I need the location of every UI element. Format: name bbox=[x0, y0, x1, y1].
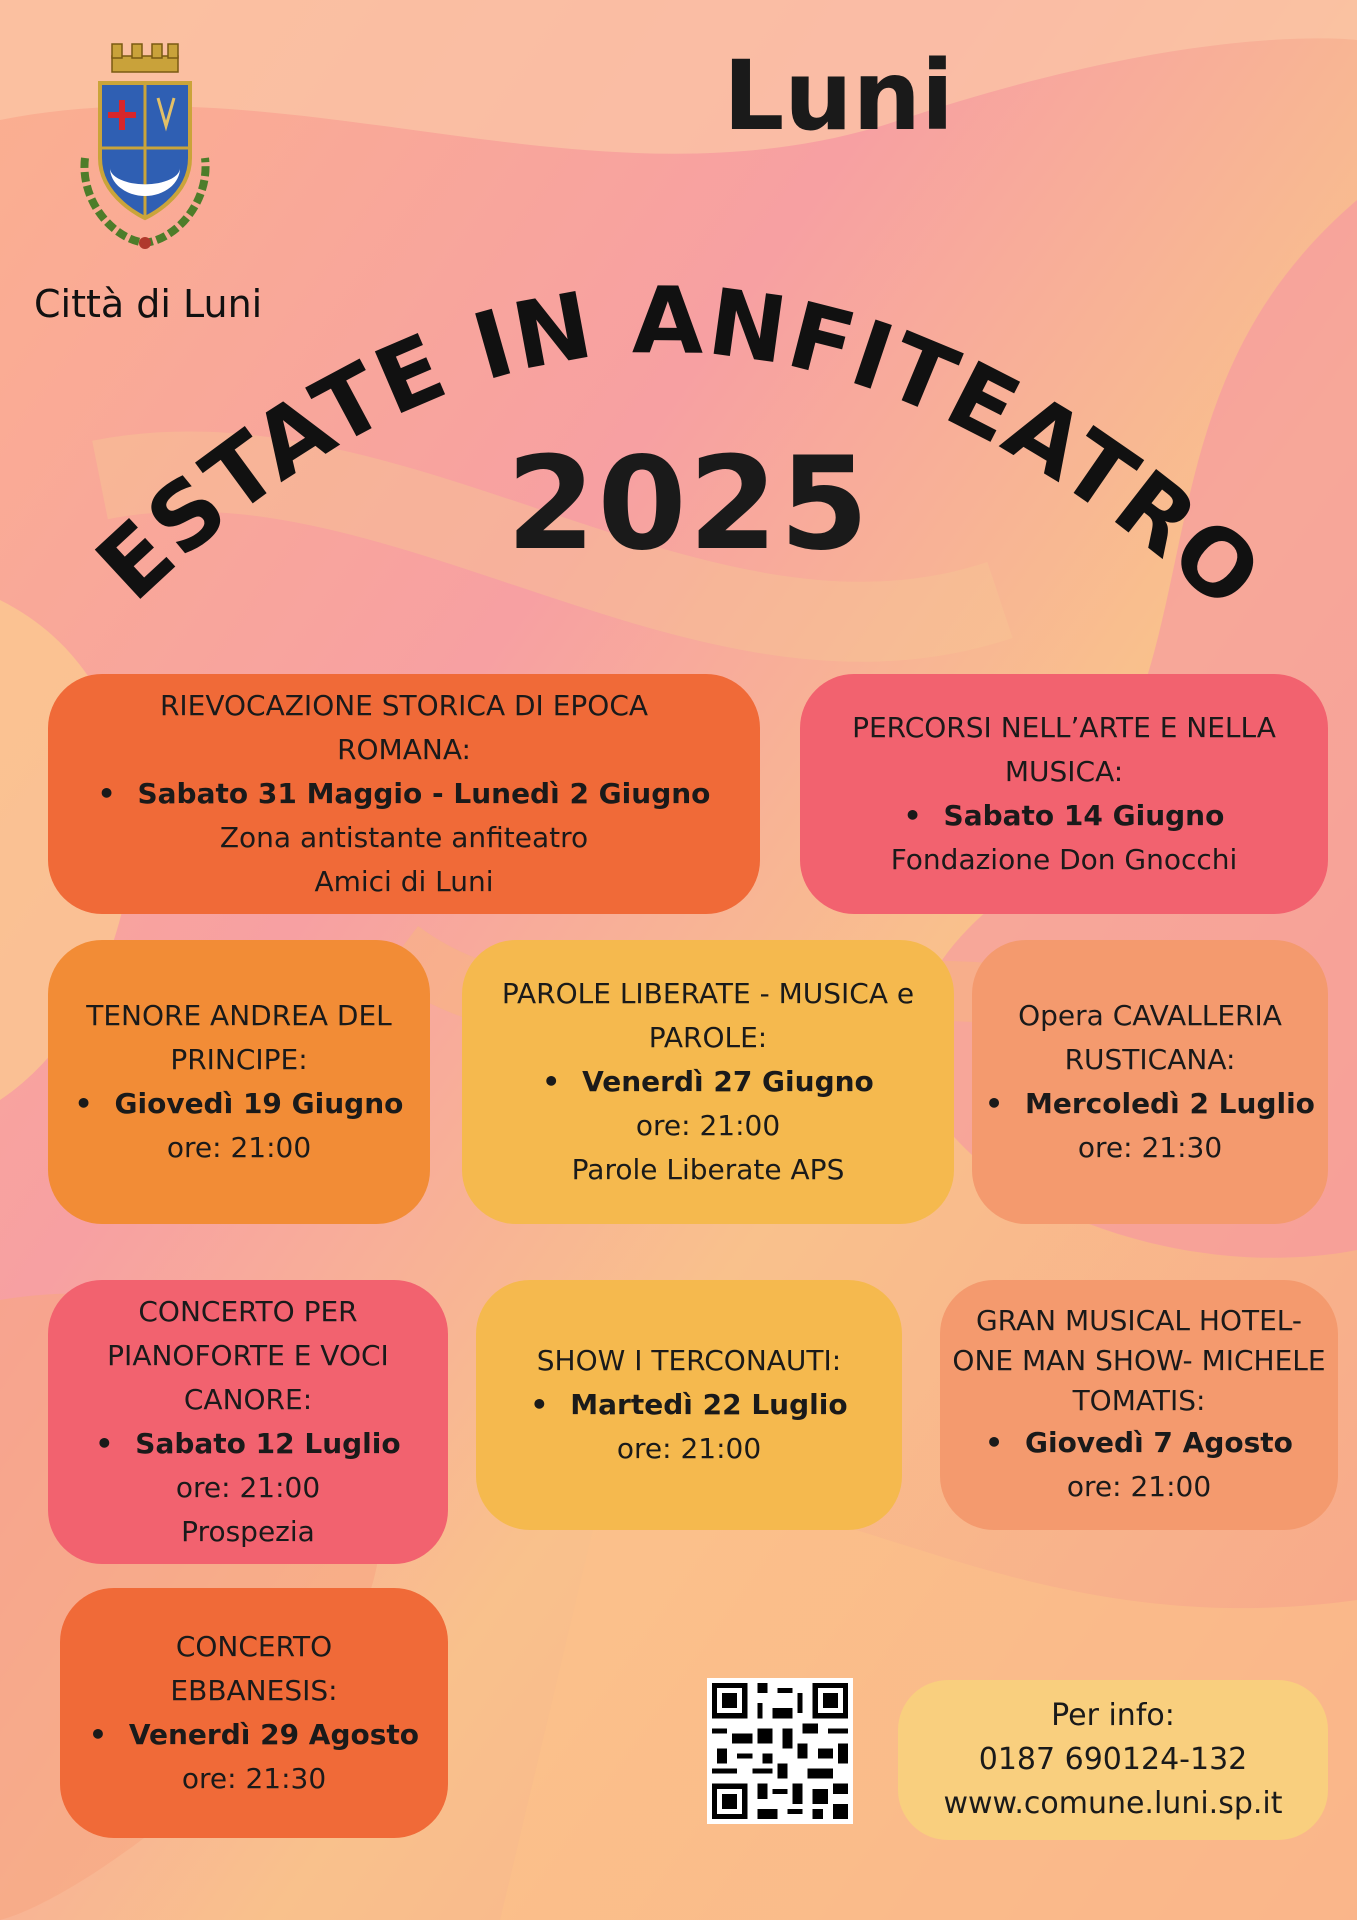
event-title: SHOW I TERCONAUTI: bbox=[536, 1344, 842, 1377]
city-label: Città di Luni bbox=[34, 282, 263, 326]
event-title: Opera CAVALLERIA RUSTICANA: bbox=[1018, 999, 1282, 1076]
event-date: • Mercoledì 2 Luglio bbox=[985, 1082, 1315, 1126]
qr-code-icon[interactable] bbox=[707, 1678, 853, 1824]
info-phone[interactable]: 0187 690124-132 bbox=[978, 1742, 1248, 1777]
town-title: Luni bbox=[723, 40, 954, 152]
event-title: TENORE ANDREA DEL PRINCIPE: bbox=[86, 999, 392, 1076]
event-date: • Sabato 12 Luglio bbox=[95, 1422, 400, 1466]
info-website-link[interactable]: www.comune.luni.sp.it bbox=[943, 1786, 1283, 1821]
event-card-pianoforte bbox=[48, 1280, 448, 1564]
event-card-parole-liberate bbox=[462, 940, 954, 1224]
event-detail: ore: 21:00 bbox=[635, 1109, 781, 1142]
event-detail: ore: 21:00 bbox=[616, 1432, 762, 1465]
event-date: • Sabato 31 Maggio - Lunedì 2 Giugno bbox=[98, 772, 711, 816]
event-detail: ore: 21:00 bbox=[175, 1471, 321, 1504]
info-label: Per info: bbox=[1051, 1698, 1175, 1733]
event-detail: ore: 21:00 bbox=[166, 1131, 312, 1164]
event-card-ebbanesis bbox=[60, 1588, 448, 1838]
arc-title-text: ESTATE IN ANFITEATRO bbox=[76, 267, 1283, 630]
event-detail: Zona antistante anfiteatro bbox=[219, 821, 589, 854]
event-detail: Fondazione Don Gnocchi bbox=[890, 843, 1238, 876]
event-card-tenore bbox=[48, 940, 430, 1224]
event-card-gran-musical bbox=[940, 1280, 1338, 1530]
event-date: • Venerdì 29 Agosto bbox=[89, 1713, 419, 1757]
event-detail: ore: 21:30 bbox=[181, 1762, 327, 1795]
event-title: PAROLE LIBERATE - MUSICA e PAROLE: bbox=[501, 977, 915, 1054]
event-date: • Giovedì 7 Agosto bbox=[985, 1421, 1293, 1465]
event-detail: Amici di Luni bbox=[314, 865, 494, 898]
event-title: GRAN MUSICAL HOTEL- ONE MAN SHOW- MICHELE TOMATIS: bbox=[952, 1304, 1326, 1417]
event-date: • Sabato 14 Giugno bbox=[904, 794, 1225, 838]
event-card-percorsi bbox=[800, 674, 1328, 914]
event-detail: ore: 21:00 bbox=[1066, 1470, 1212, 1503]
event-card-terconauti bbox=[476, 1280, 902, 1530]
event-title: RIEVOCAZIONE STORICA DI EPOCA ROMANA: bbox=[159, 689, 649, 766]
event-title: CONCERTO EBBANESIS: bbox=[170, 1630, 338, 1707]
event-date: • Giovedì 19 Giugno bbox=[75, 1082, 404, 1126]
event-title: CONCERTO PER PIANOFORTE E VOCI CANORE: bbox=[107, 1295, 389, 1416]
event-card-cavalleria bbox=[972, 940, 1328, 1224]
event-detail: Prospezia bbox=[181, 1515, 315, 1548]
event-title: PERCORSI NELL’ARTE E NELLA MUSICA: bbox=[852, 711, 1276, 788]
event-card-rievocazione bbox=[48, 674, 760, 914]
info-box bbox=[898, 1680, 1328, 1840]
event-detail: Parole Liberate APS bbox=[571, 1153, 845, 1186]
event-detail: ore: 21:30 bbox=[1077, 1131, 1223, 1164]
event-date: • Martedì 22 Luglio bbox=[530, 1383, 847, 1427]
event-date: • Venerdì 27 Giugno bbox=[542, 1060, 874, 1104]
year-title: 2025 bbox=[506, 430, 871, 579]
